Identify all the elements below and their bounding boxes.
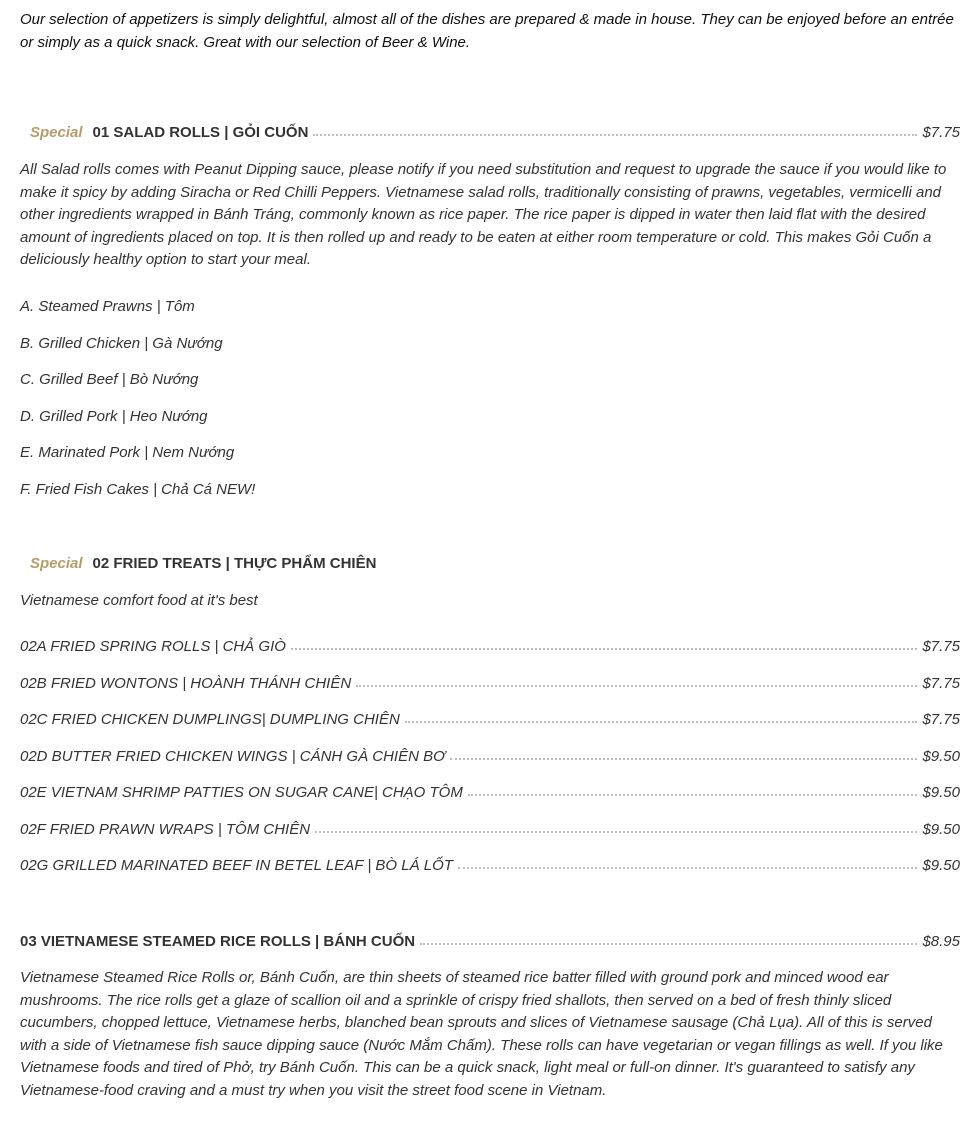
salad-roll-option: F. Fried Fish Cakes | Chả Cá NEW! <box>20 481 256 498</box>
dotted-leader <box>468 793 918 796</box>
dotted-leader <box>458 866 918 869</box>
dotted-leader <box>420 942 917 945</box>
menu-item-name: 02D BUTTER FRIED CHICKEN WINGS | CÁNH GÀ CHIÊN BƠ <box>20 748 446 765</box>
fried-treats-title: 02 FRIED TREATS | THỰC PHẨM CHIÊN <box>92 555 377 572</box>
salad-roll-option: E. Marinated Pork | Nem Nướng <box>20 444 235 461</box>
menu-item-name: 02A FRIED SPRING ROLLS | CHẢ GIÒ <box>20 638 286 655</box>
salad-rolls-description: All Salad rolls comes with Peanut Dipping sauce, please notify if you need substitution and request to upgrade the sauce if you would like to make it spicy by adding Siracha or Red Chilli Peppers. Vietnamese salad rolls, traditionally consisting of prawns, vegetables, vermicelli and other ingredients wrapped in Bánh Tráng, commonly known as rice paper. The rice paper is dipped in water then laid flat with the desired amount of ingredients placed on top. It is then rolled up and ready to be eaten at either room temperature or cold. This makes Gỏi Cuốn a deliciously healthy option to start your meal. <box>20 161 947 268</box>
menu-item-name: 02C FRIED CHICKEN DUMPLINGS| DUMPLING CHIÊN <box>20 711 400 728</box>
menu-item-row <box>20 784 960 808</box>
dotted-leader <box>450 757 917 760</box>
fried-treats-heading <box>20 555 960 579</box>
dotted-leader <box>356 684 917 687</box>
dotted-leader <box>313 133 917 136</box>
steamed-rice-rolls-description: Vietnamese Steamed Rice Rolls or, Bánh Cuốn, are thin sheets of steamed rice batter filled with ground pork and minced wood ear mushrooms. The rice rolls get a glaze of scallion oil and a sprinkle of crispy fried shallots, then served on a bed of fresh thinly sliced cucumbers, chopped lettuce, Vietnamese herbs, blanched bean sprouts and slices of Vietnamese sausage (Chả Lụa). All of this is served with a side of Vietnamese fish sauce dipping sauce (Nước Mắm Chấm). These rolls can have vegetarian or vegan fillings as well. If you like Vietnamese foods and tired of Phở, try Bánh Cuốn. This can be a quick snack, light meal or full-on dinner. It's guaranteed to satisfy any Vietnamese-food craving and a must try when you visit the street food scene in Vietnam. <box>20 969 943 1099</box>
menu-item-price: $9.50 <box>922 821 960 838</box>
salad-roll-option: A. Steamed Prawns | Tôm <box>20 298 195 315</box>
menu-item-row <box>20 711 960 735</box>
salad-roll-option: B. Grilled Chicken | Gà Nướng <box>20 335 223 352</box>
menu-item-name: 02B FRIED WONTONS | HOÀNH THÁNH CHIÊN <box>20 675 352 692</box>
menu-item-row <box>20 638 960 662</box>
special-badge: Special <box>30 555 83 572</box>
steamed-rice-rolls-heading <box>20 933 960 957</box>
salad-roll-option: D. Grilled Pork | Heo Nướng <box>20 408 208 425</box>
dotted-leader <box>405 720 918 723</box>
salad-rolls-heading <box>20 124 960 148</box>
salad-roll-option: C. Grilled Beef | Bò Nướng <box>20 371 199 388</box>
intro-text: Our selection of appetizers is simply delightful, almost all of the dishes are prepared & made in house. They can be enjoyed before an entrée or simply as a quick snack. Great with our selection of Beer & Wine. <box>20 11 954 51</box>
menu-item-name: 02F FRIED PRAWN WRAPS | TÔM CHIÊN <box>20 821 311 838</box>
salad-rolls-price: $7.75 <box>922 124 960 141</box>
menu-item-price: $7.75 <box>922 675 960 692</box>
menu-item-name: 02E VIETNAM SHRIMP PATTIES ON SUGAR CANE| CHẠO TÔM <box>20 784 463 801</box>
dotted-leader <box>291 647 918 650</box>
steamed-rice-rolls-title: 03 VIETNAMESE STEAMED RICE ROLLS | BÁNH CUỐN <box>20 933 416 950</box>
menu-item-name: 02G GRILLED MARINATED BEEF IN BETEL LEAF | BÒ LÁ LỐT <box>20 857 453 874</box>
menu-item-row <box>20 821 960 845</box>
menu-item-price: $7.75 <box>922 638 960 655</box>
steamed-rice-rolls-price: $8.95 <box>922 933 960 950</box>
menu-item-row <box>20 748 960 772</box>
menu-item-price: $9.50 <box>922 857 960 874</box>
menu-item-price: $7.75 <box>922 711 960 728</box>
menu-item-price: $9.50 <box>922 748 960 765</box>
menu-item-price: $9.50 <box>922 784 960 801</box>
special-badge: Special <box>30 124 83 141</box>
fried-treats-description: Vietnamese comfort food at it's best <box>20 592 258 609</box>
menu-item-row <box>20 857 960 881</box>
dotted-leader <box>315 830 917 833</box>
salad-rolls-title: 01 SALAD ROLLS | GỎI CUỐN <box>92 124 309 141</box>
menu-item-row <box>20 675 960 699</box>
